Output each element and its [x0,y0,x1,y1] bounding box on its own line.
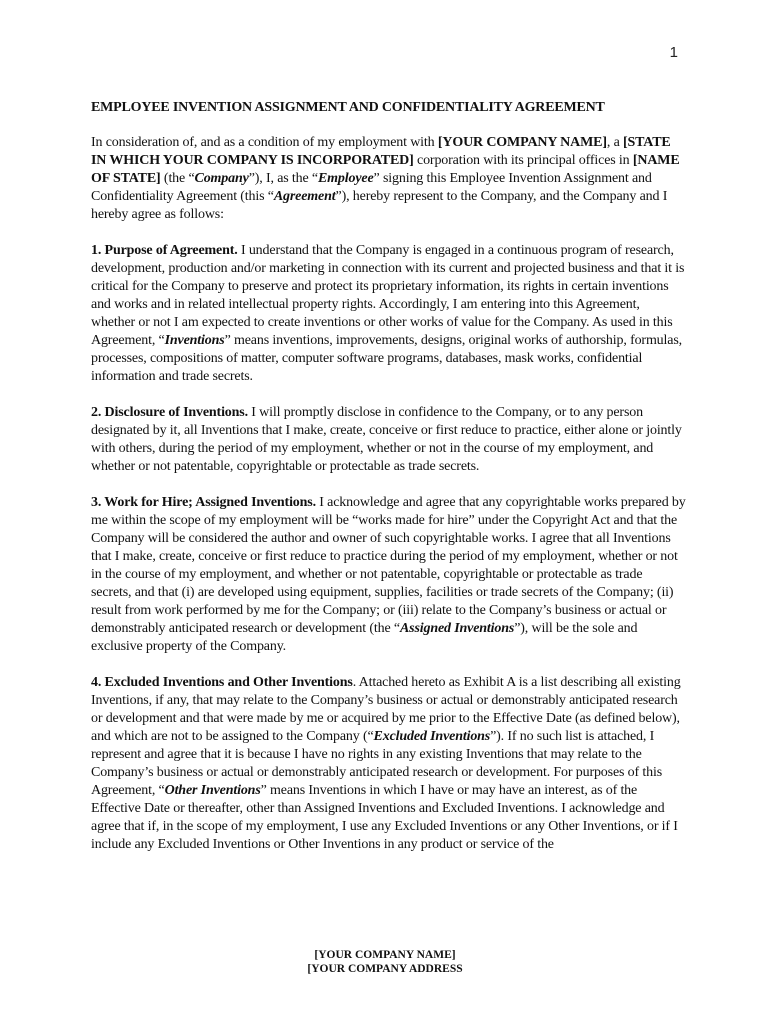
defined-term: Assigned Inventions [399,621,515,636]
text-run: . Attached hereto as Exhibit A is a list describing all existing Inventions, if any, that may relate to the Company’s business or actual or demonstrably anticipated research or development and that were made by me or acquired by me prior to the Effective Date (as defined below), and which are not to be assigned to the Company (“ [91,675,681,744]
text-run: ” signing this Employee Invention Assignment and Confidentiality Agreement (this “ [91,171,652,204]
defined-term: Employee [317,171,374,186]
defined-term: Agreement [273,189,336,204]
intro-paragraph [91,134,686,224]
footer-company-name: [YOUR COMPANY NAME] [314,949,456,961]
text-run: (the “ [160,171,195,186]
section-heading: 3. Work for Hire; Assigned Inventions. [91,495,316,510]
section-4-paragraph [91,674,686,854]
text-run: I understand that the Company is engaged in a continuous program of research, development, production and/or marketing in connection with its current and projected business and that it is critical for the Company to preserve and protect its proprietary information, its rights in certain inventions and works and in related intellectual property rights. Accordingly, I am entering into this Agreement, whether or not I am expected to create inventions or other works of value for the Company. As used in this Agreement, “ [91,243,685,348]
section-heading: 4. Excluded Inventions and Other Inventions [91,675,353,690]
text-run: I will promptly disclose in confidence to the Company, or to any person designated by it, all Inventions that I make, create, conceive or first reduce to practice, either alone or jointly with others, during the period of my employment, whether or not in the course of my employment, and whether or not patentable, copyrightable or protectable as trade secrets. [91,405,682,474]
text-run: In consideration of, and as a condition of my employment with [91,135,438,150]
text-run: ”), will be the sole and exclusive property of the Company. [91,621,638,654]
text-run: ” means Inventions in which I have or may have an interest, as of the Effective Date or thereafter, other than Assigned Inventions and Excluded Inventions. I acknowledge and agree that if, in the scope of my employment, I use any Excluded Inventions or any Other Inventions, or if I include any Excluded Inventions or Other Inventions in any product or service of the [91,783,678,852]
text-run: ”), I, as the “ [248,171,318,186]
defined-term: Other Inventions [164,783,261,798]
company-name-placeholder: [YOUR COMPANY NAME] [437,135,607,150]
document-title: EMPLOYEE INVENTION ASSIGNMENT AND CONFIDENTIALITY AGREEMENT [91,100,605,115]
state-name-placeholder: [NAME OF STATE] [91,153,680,186]
text-run: , a [606,135,623,150]
defined-term: Excluded Inventions [373,729,491,744]
text-run: corporation with its principal offices in [413,153,633,168]
section-heading: 1. Purpose of Agreement. [91,243,238,258]
defined-term: Inventions [164,333,225,348]
section-3-paragraph [91,494,686,656]
page-footer [0,948,770,976]
text-run: ”), hereby represent to the Company, and the Company and I hereby agree as follows: [91,189,668,222]
section-1-paragraph [91,242,686,386]
footer-company-address: [YOUR COMPANY ADDRESS [307,963,463,975]
page-number: 1 [669,44,678,61]
section-2-paragraph [91,404,686,476]
text-run: ”). If no such list is attached, I represent and agree that it is because I have no rights in any existing Inventions that may relate to the Company’s business or actual or demonstrably anticipated research or development. For purposes of this Agreement, “ [91,729,663,798]
defined-term: Company [194,171,249,186]
text-run: I acknowledge and agree that any copyrightable works prepared by me within the scope of my employment will be “works made for hire” under the Copyright Act and that the Company will be considered the author and owner of such copyrightable works. I agree that all Inventions that I make, create, conceive or first reduce to practice during the period of my employment, whether or not in the course of my employment, and whether or not patentable, copyrightable or protectable as trade secrets, and that (i) are developed using equipment, supplies, facilities or trade secrets of the Company; (ii) result from work performed by me for the Company; or (iii) relate to the Company’s business or actual or demonstrably anticipated research or development (the “ [91,495,686,636]
section-heading: 2. Disclosure of Inventions. [91,405,248,420]
document-body [91,99,686,872]
state-of-incorporation-placeholder: [STATE IN WHICH YOUR COMPANY IS INCORPORATED] [91,135,671,168]
text-run: ” means inventions, improvements, designs, original works of authorship, formulas, processes, compositions of matter, computer software programs, databases, mask works, confidential information and trade secrets. [91,333,682,384]
